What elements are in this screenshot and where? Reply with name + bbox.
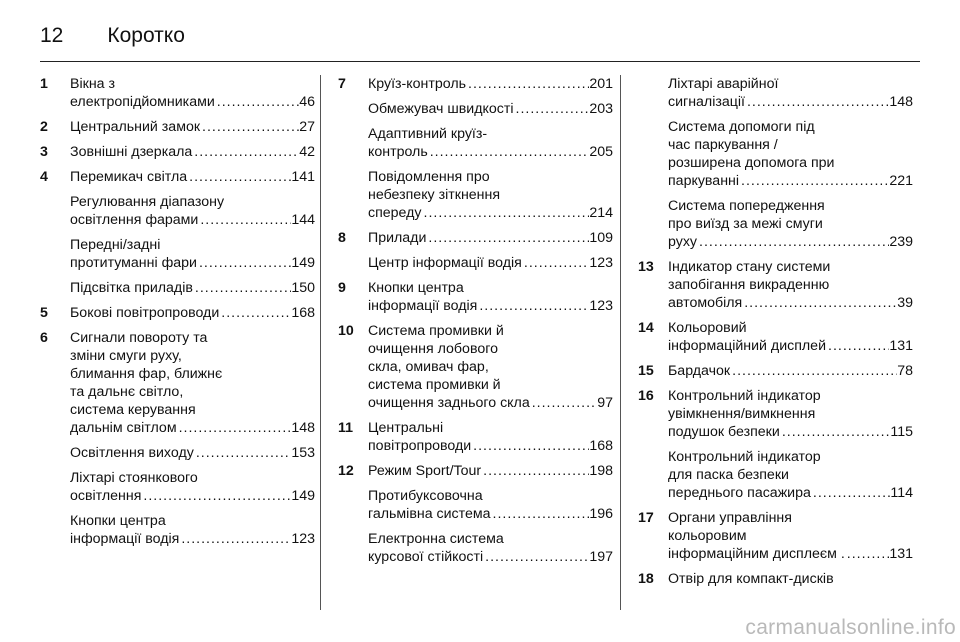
page-ref[interactable]: 46 [299,94,315,110]
entry-text [668,118,913,190]
toc-entry[interactable] [40,444,315,462]
dot-leader [215,93,299,111]
item-number [40,512,70,548]
toc-column-1 [40,75,315,555]
entry-line-last [668,423,913,441]
toc-entry[interactable] [40,236,315,272]
toc-entry[interactable] [638,258,913,312]
toc-entry[interactable] [40,168,315,186]
entry-line: переднього пасажира [668,485,811,501]
entry-line-last [70,143,315,161]
entry-line-last [368,204,613,222]
page-header [40,16,185,56]
toc-entry[interactable] [338,229,613,247]
entry-text [70,329,315,437]
dot-leader [477,297,589,315]
entry-line-last [368,100,613,118]
page-ref[interactable]: 78 [897,363,913,379]
toc-entry[interactable] [40,75,315,111]
page-ref[interactable]: 115 [890,424,913,440]
entry-line: Центр інформації водія [368,255,522,271]
entry-line: Кнопки центра [70,513,166,529]
toc-entry[interactable] [638,362,913,380]
item-number [40,469,70,505]
toc-entry[interactable] [40,512,315,548]
entry-text [368,322,613,412]
entry-text [70,168,315,186]
entry-text [368,254,613,272]
entry-line-last [668,337,913,355]
dot-leader [193,279,291,297]
entry-text [70,118,315,136]
entry-line-last [70,279,315,297]
item-number [338,168,368,222]
entry-line: Бардачок [668,363,731,379]
page-number: 12 [40,24,64,47]
entry-line: освітлення фарами [70,212,199,228]
entry-text [368,487,613,523]
entry-text [70,304,315,322]
page-ref[interactable]: 97 [597,395,613,411]
dot-leader [739,172,889,190]
entry-line: інформаційним дисплеєм . [668,546,845,562]
entry-line: кольоровим [668,528,747,544]
entry-line: Передні/задні [70,237,161,253]
toc-entry[interactable] [338,75,613,93]
item-number [40,279,70,297]
entry-line-last [70,254,315,272]
entry-line: та дальнє світло, [70,384,184,400]
dot-leader [198,211,291,229]
entry-text [368,75,613,93]
entry-line-last [368,394,613,412]
dot-leader [194,444,292,462]
toc-entry[interactable] [338,322,613,412]
toc-entry[interactable] [338,100,613,118]
dot-leader [179,530,291,548]
column-divider-1 [320,75,321,610]
page-ref[interactable]: 114 [890,485,913,501]
page-ref[interactable]: 203 [589,101,613,117]
page-ref[interactable]: 205 [589,144,613,160]
item-number: 11 [338,420,353,436]
entry-line: Ліхтарі аварійної [668,76,779,92]
entry-line: час паркування / [668,137,778,153]
page-ref[interactable]: 168 [589,438,613,454]
entry-line-last [668,93,913,111]
entry-line: інформаційний дисплей [668,338,826,354]
item-number: 13 [638,259,654,275]
item-number: 2 [40,119,48,135]
entry-line-last [368,462,613,480]
item-number: 3 [40,144,48,160]
entry-line-last [368,548,613,566]
toc-entry[interactable] [638,75,913,111]
entry-text [70,143,315,161]
dot-leader [483,548,589,566]
entry-line: Круїз-контроль [368,76,466,92]
entry-line: Центральні [368,420,444,436]
item-number [338,487,368,523]
item-number [638,118,668,190]
item-number: 17 [638,510,654,526]
dot-leader [491,505,590,523]
entry-line-last [368,437,613,455]
entry-line: Перемикач світла [70,169,188,185]
entry-line: скла, омивач фар, [368,359,489,375]
entry-text [668,387,913,441]
entry-text [668,509,913,563]
entry-line: Освітлення виходу [70,445,194,461]
entry-text [668,448,913,502]
dot-leader [219,304,291,322]
toc-entry[interactable] [338,530,613,566]
page-ref[interactable]: 153 [291,445,315,461]
page-ref[interactable]: 197 [589,549,613,565]
dot-leader [530,394,598,412]
entry-line-last [368,297,613,315]
dot-leader [177,419,292,437]
item-number: 5 [40,305,48,321]
item-number: 7 [338,76,346,92]
entry-line: Система промивки й [368,323,504,339]
entry-text [70,444,315,462]
toc-entry[interactable] [638,570,913,588]
entry-line-last [70,444,315,462]
dot-leader [428,143,590,161]
entry-line-last [668,233,913,251]
entry-text [668,570,913,588]
dot-leader [697,233,889,251]
page-ref[interactable]: 148 [889,94,913,110]
dot-leader [780,423,891,441]
entry-line-last [70,118,315,136]
entry-text [70,279,315,297]
item-number: 14 [638,320,654,336]
entry-line: автомобіля [668,295,743,311]
dot-leader [514,100,590,118]
toc-entry[interactable] [638,387,913,441]
entry-line: Регулювання діапазону [70,194,225,210]
page-ref[interactable]: 123 [291,531,315,547]
entry-line: паркуванні [668,173,740,189]
entry-line-last [668,172,913,190]
entry-text [368,462,613,480]
dot-leader [466,75,589,93]
entry-line: гальмівна система [368,506,491,522]
dot-leader [192,143,299,161]
entry-line: Протибуксовочна [368,488,483,504]
entry-line: система промивки й [368,377,501,393]
dot-leader [187,168,291,186]
entry-line: інформації водія [368,298,478,314]
entry-line: повітропроводи [368,438,472,454]
toc-entry[interactable] [338,279,613,315]
entry-text [368,229,613,247]
item-number [338,530,368,566]
toc-entry[interactable] [40,279,315,297]
dot-leader [422,204,590,222]
dot-leader [141,487,291,505]
entry-line-last [368,143,613,161]
entry-line: Прилади [368,230,427,246]
item-number: 15 [638,363,654,379]
item-number: 12 [338,463,354,479]
entry-line-last [668,570,913,588]
entry-line-last [70,530,315,548]
entry-line: електропідйомниками [70,94,215,110]
toc-entry[interactable] [40,143,315,161]
item-number [338,254,368,272]
dot-leader [481,462,589,480]
dot-leader [200,118,299,136]
page-ref[interactable]: 149 [291,488,315,504]
entry-line: блимання фар, ближнє [70,366,223,382]
page-ref[interactable]: 196 [589,506,613,522]
item-number [338,100,368,118]
entry-line-last [70,419,315,437]
entry-line-last [368,229,613,247]
entry-line: Підсвітка приладів [70,280,193,296]
toc-entry[interactable] [638,509,913,563]
entry-text [70,469,315,505]
page-ref[interactable]: 239 [889,234,913,250]
entry-line: Контрольний індикатор [668,388,821,404]
item-number [638,448,668,502]
watermark: carmanualsonline.info [745,616,956,639]
item-number [338,125,368,161]
entry-line: Система допомоги під [668,119,815,135]
toc-entry[interactable] [40,118,315,136]
toc-entry[interactable] [638,118,913,190]
item-number: 1 [40,76,48,92]
page-ref[interactable]: 201 [589,76,613,92]
entry-line: небезпеку зіткнення [368,187,501,203]
page-ref[interactable]: 39 [897,295,913,311]
entry-text [668,197,913,251]
entry-text [70,236,315,272]
item-number [40,444,70,462]
entry-text [368,279,613,315]
page-ref[interactable]: 42 [299,144,315,160]
toc-entry[interactable] [338,168,613,222]
entry-line: запобігання викраденню [668,277,830,293]
page-ref[interactable]: 141 [291,169,315,185]
entry-line: Вікна з [70,76,115,92]
entry-line: Обмежувач швидкості [368,101,514,117]
entry-line-last [668,362,913,380]
toc-entry[interactable] [40,193,315,229]
item-number: 16 [638,388,654,404]
page-title: Коротко [107,24,185,47]
item-number: 18 [638,571,654,587]
entry-line: Зовнішні дзеркала [70,144,193,160]
entry-line: Контрольний індикатор [668,449,821,465]
header-divider [40,61,920,62]
dot-leader [826,337,889,355]
entry-text [668,362,913,380]
dot-leader [811,484,890,502]
toc-entry[interactable] [338,462,613,480]
column-divider-2 [620,75,621,610]
toc-entry[interactable] [40,304,315,322]
page-ref[interactable]: 214 [589,205,613,221]
entry-text [368,125,613,161]
page-ref[interactable]: 150 [291,280,315,296]
item-number: 6 [40,330,48,346]
entry-line: Кольоровий [668,320,747,336]
item-number [638,197,668,251]
entry-line: спереду [368,205,422,221]
entry-text [368,168,613,222]
entry-line: контроль [368,144,428,160]
item-number [40,236,70,272]
entry-line-last [668,545,913,563]
page-ref[interactable]: 168 [291,305,315,321]
page-ref[interactable]: 123 [589,255,613,271]
entry-text [368,100,613,118]
entry-line: Ліхтарі стоянкового [70,470,198,486]
entry-text [368,530,613,566]
entry-text [70,512,315,548]
entry-line-last [70,168,315,186]
entry-line: руху [668,234,698,250]
entry-line-last [668,294,913,312]
dot-leader [471,437,589,455]
entry-line-last [70,304,315,322]
entry-line-last [70,487,315,505]
page-ref[interactable]: 131 [889,546,913,562]
entry-text [668,319,913,355]
entry-line: очищення заднього скла [368,395,530,411]
dot-leader [845,545,890,563]
toc-entry[interactable] [338,487,613,523]
item-number [638,75,668,111]
page-ref[interactable]: 144 [291,212,315,228]
item-number: 9 [338,280,346,296]
entry-line: очищення лобового [368,341,498,357]
toc-column-2 [338,75,613,573]
entry-line-last [70,93,315,111]
toc-entry[interactable] [338,254,613,272]
page-ref[interactable]: 221 [889,173,913,189]
toc-column-3 [638,75,913,595]
entry-line: курсової стійкості [368,549,484,565]
entry-text [668,258,913,312]
entry-line: Сигнали повороту та [70,330,208,346]
entry-line: протитуманні фари [70,255,197,271]
entry-line: Отвір для компакт-дисків [668,571,834,587]
entry-text [368,419,613,455]
item-number [40,193,70,229]
page-ref[interactable]: 131 [889,338,913,354]
entry-line: Адаптивний круїз- [368,126,488,142]
page-ref[interactable]: 27 [299,119,315,135]
toc-entry[interactable] [40,469,315,505]
dot-leader [197,254,291,272]
entry-line: увімкнення/вимкнення [668,406,816,422]
entry-line: дальнім світлом [70,420,177,436]
toc-entry[interactable] [338,125,613,161]
entry-line: Органи управління [668,510,792,526]
dot-leader [742,294,897,312]
item-number: 10 [338,323,354,339]
entry-line: інформації водія [70,531,180,547]
entry-line: Індикатор стану системи [668,259,831,275]
entry-line: Режим Sport/Tour [368,463,482,479]
entry-text [70,75,315,111]
entry-text [70,193,315,229]
entry-line-last [368,75,613,93]
entry-line: Повідомлення про [368,169,490,185]
entry-line: Центральний замок [70,119,201,135]
page-ref[interactable]: 123 [589,298,613,314]
dot-leader [745,93,889,111]
entry-line: Система попередження [668,198,825,214]
entry-line: зміни смуги руху, [70,348,182,364]
page-ref[interactable]: 148 [291,420,315,436]
entry-line: подушок безпеки [668,424,780,440]
entry-line: освітлення [70,488,142,504]
page-ref[interactable]: 109 [589,230,613,246]
toc-entry[interactable] [638,197,913,251]
entry-line-last [668,484,913,502]
toc-entry[interactable] [40,329,315,437]
entry-line: розширена допомога при [668,155,835,171]
entry-line: Бокові повітропроводи [70,305,220,321]
item-number: 8 [338,230,346,246]
entry-line: система керування [70,402,196,418]
entry-line: сигналізації [668,94,745,110]
entry-text [668,75,913,111]
entry-line: про виїзд за межі смуги [668,216,823,232]
item-number: 4 [40,169,48,185]
entry-line: Кнопки центра [368,280,464,296]
page-ref[interactable]: 149 [291,255,315,271]
toc-entry[interactable] [338,419,613,455]
entry-line-last [368,254,613,272]
toc-entry[interactable] [638,319,913,355]
dot-leader [522,254,589,272]
dot-leader [426,229,589,247]
page-ref[interactable]: 198 [589,463,613,479]
entry-line: Електронна система [368,531,504,547]
entry-line-last [368,505,613,523]
dot-leader [730,362,897,380]
entry-line-last [70,211,315,229]
toc-entry[interactable] [638,448,913,502]
entry-line: для паска безпеки [668,467,789,483]
